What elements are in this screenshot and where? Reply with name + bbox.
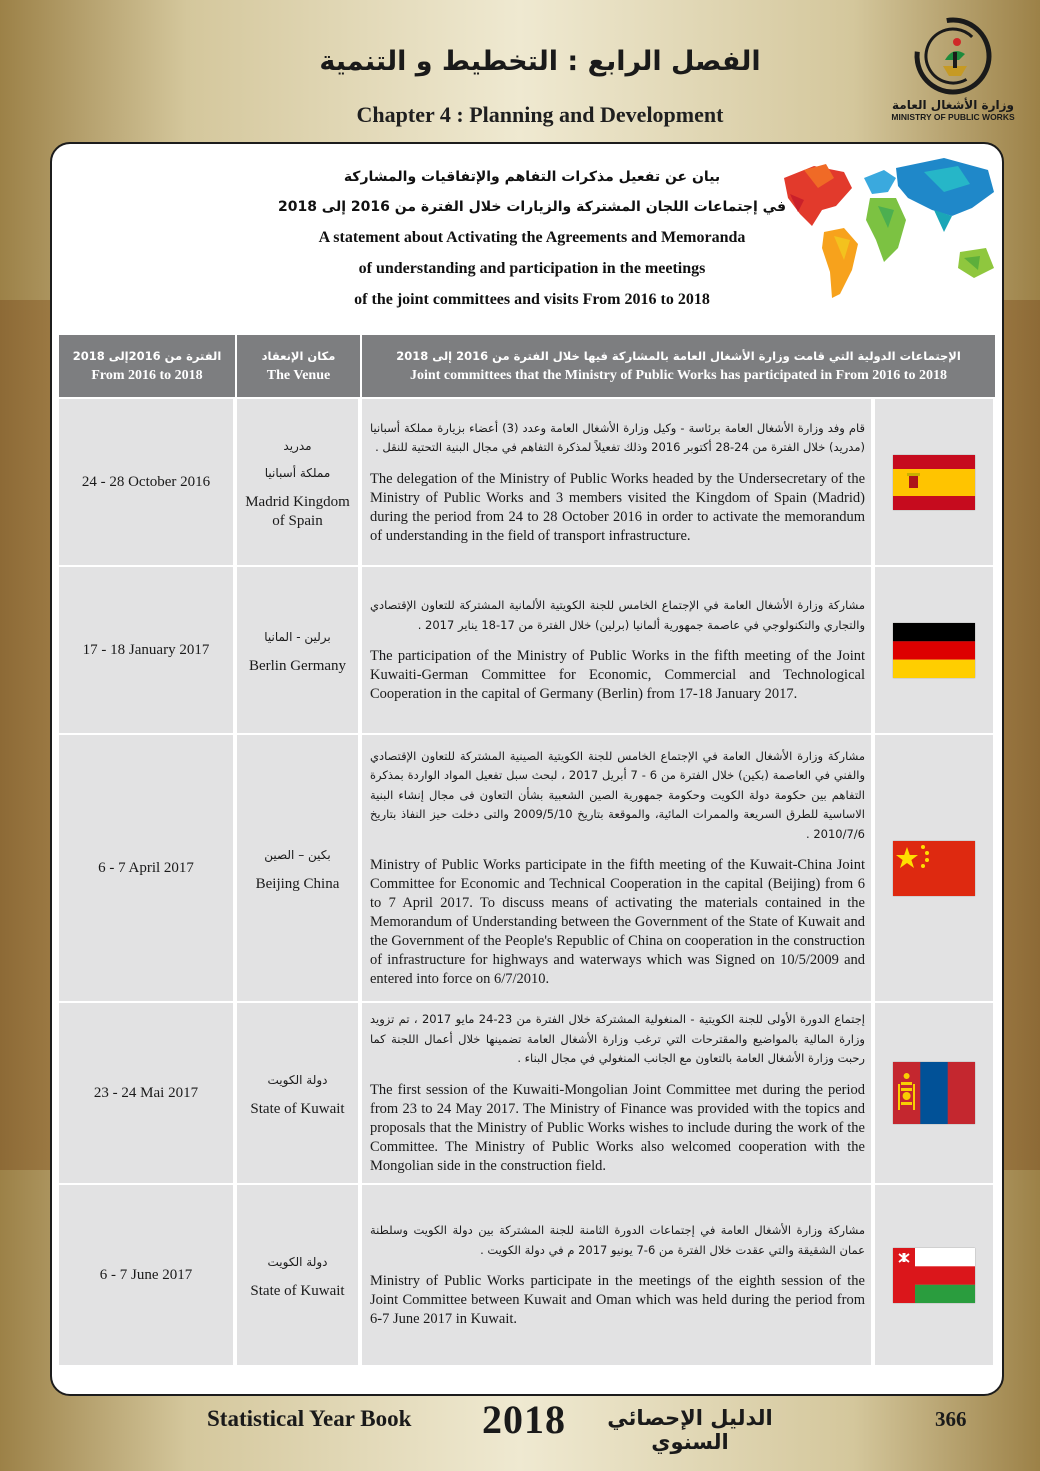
page-number: 366 bbox=[935, 1407, 967, 1431]
row-venue bbox=[236, 566, 361, 734]
committees-table bbox=[58, 334, 996, 1366]
statement-ar-line1: بيان عن تفعيل مذكرات التفاهم والإتفاقيات والمشاركة bbox=[343, 169, 721, 185]
row-venue-en: Beijing China bbox=[255, 876, 340, 892]
row-description-en: The participation of the Ministry of Public Works in the fifth meeting of the Joint Kuwaiti-German Committee for Economic, Commercial and Technological Cooperation in the capital of Germany (Berlin) from 17-18 January 2017. bbox=[370, 648, 865, 702]
header-venue-ar: مكان الإنعقاد bbox=[261, 349, 336, 363]
header-description-ar: الإجتماعات الدولية التي قامت وزارة الأشغال العامة بالمشاركة فيها خلال الفترة من 2016 إلى 2018 bbox=[396, 349, 961, 363]
row-venue bbox=[236, 1184, 361, 1366]
footer-book-title-arabic: الدليل الإحصائي السنوي bbox=[607, 1406, 773, 1454]
table-row bbox=[58, 734, 996, 1002]
table-header-row bbox=[58, 334, 996, 398]
table-row bbox=[58, 1002, 996, 1184]
row-period: 6 - 7 June 2017 bbox=[58, 1184, 236, 1366]
ministry-emblem-icon bbox=[913, 16, 993, 96]
table-row bbox=[58, 1184, 996, 1366]
row-venue-ar: بكين – الصين bbox=[264, 848, 331, 862]
row-period: 23 - 24 Mai 2017 bbox=[58, 1002, 236, 1184]
table-row bbox=[58, 398, 996, 566]
row-period: 6 - 7 April 2017 bbox=[58, 734, 236, 1002]
header-period-ar: الفترة من 2016إلى 2018 bbox=[72, 349, 222, 363]
header-description-en: Joint committees that the Ministry of Public Works has participated in From 2016 to 2018 bbox=[410, 368, 947, 383]
footer-book-title-english: Statistical Year Book bbox=[207, 1406, 412, 1431]
row-venue-en: Madrid Kingdom of Spain bbox=[245, 494, 350, 529]
row-description bbox=[361, 734, 874, 1002]
world-map-icon bbox=[774, 148, 1002, 308]
statement-ar-line2: في إجتماعات اللجان المشتركة والزيارات خلال الفترة من 2016 إلى 2018 bbox=[277, 199, 787, 215]
statement-title bbox=[272, 162, 792, 315]
row-flag-cell bbox=[874, 1184, 996, 1366]
chapter-title-arabic: الفصل الرابع : التخطيط و التنمية bbox=[319, 46, 761, 77]
row-description bbox=[361, 1002, 874, 1184]
row-description-ar: مشاركة وزارة الأشغال العامة في الإجتماع الخامس للجنة الكويتية الألمانية المشتركة للتعاون الإقتصادي والتجاري والتكنولوجي في عاصمة جمهورية ألمانيا (برلين) خلال الفترة من 17-18 يناير 2017 . bbox=[370, 598, 865, 632]
logo-text-arabic: وزارة الأشغال العامة bbox=[892, 98, 1014, 112]
footer-year: 2018 bbox=[482, 1397, 566, 1442]
table-row bbox=[58, 566, 996, 734]
row-description-en: Ministry of Public Works participate in the fifth meeting of the Kuwait-China Joint Committee for Economic and Technical Cooperation in the capital (Beijing) from 6 to 7 April 2017. To discuss means of activating the materials contained in the Memorandum of Understanding between the Government of the State of Kuwait and the Government of the People's Republic of China on cooperation in the construction of infrastructure for highways and waterways which was Signed on 10/5/2009 and entered into force on 6/7/2010. bbox=[370, 857, 865, 988]
row-venue-ar: دولة الكويت bbox=[267, 1073, 328, 1087]
row-venue-ar: برلين - المانيا bbox=[264, 630, 331, 644]
statement-en-line1: A statement about Activating the Agreements and Memoranda bbox=[318, 229, 746, 246]
content-panel bbox=[50, 142, 1004, 1396]
row-venue-en: State of Kuwait bbox=[250, 1283, 345, 1299]
ministry-logo bbox=[878, 16, 1028, 128]
row-description-ar: قام وفد وزارة الأشغال العامة برئاسة - وكيل وزارة الأشغال العامة وعدد (3) أعضاء بزيارة مملكة أسبانيا (مدريد) خلال الفترة من 24-28 أكتوبر 2016 وذلك تفعيلاً لمذكرة التفاهم في مجال البنية التحتية للنقل . bbox=[370, 420, 865, 454]
header-period-en: From 2016 to 2018 bbox=[91, 368, 203, 383]
statement-en-line3: of the joint committees and visits From 2016 to 2018 bbox=[354, 291, 710, 308]
row-flag-cell bbox=[874, 398, 996, 566]
row-description-ar: مشاركة وزارة الأشغال العامة في الإجتماع الخامس للجنة الكويتية الصينية المشتركة للتعاون الإقتصادي والفني في العاصمة (بكين) خلال الفترة من 6 - 7 أبريل 2017 ، لبحث سبل تفعيل المواد الواردة بمذكرة التفاهم بين حكومة دولة الكويت وحكومة جمهورية الصين الشعبية بشأن التعاون فى مجال إنشاء البنية الاساسية للطرق السريعة والممرات المائية، والموقعة بتاريخ 2009/5/10 والتى دخلت حيز النفاذ بتاريخ 2010/7/6 . bbox=[370, 748, 865, 841]
row-description-en: The delegation of the Ministry of Public Works headed by the Undersecretary of the Ministry of Public Works and 3 members visited the Kingdom of Spain (Madrid) during the period from 24 to 28 October 2016 in order to activate the memorandum of understanding in the field of transport infrastructure. bbox=[370, 470, 865, 544]
row-description-ar: مشاركة وزارة الأشغال العامة في إجتماعات الدورة الثامنة للجنة المشتركة بين دولة الكويت وسلطنة عمان الشقيقة والتي عقدت خلال الفترة من 6-7 يونيو 2017 م في دولة الكويت . bbox=[370, 1223, 865, 1257]
row-period: 17 - 18 January 2017 bbox=[58, 566, 236, 734]
row-period: 24 - 28 October 2016 bbox=[58, 398, 236, 566]
oman-flag-icon bbox=[893, 1248, 975, 1303]
row-venue bbox=[236, 734, 361, 1002]
header-description bbox=[361, 334, 996, 398]
row-description-ar: إجتماع الدورة الأولى للجنة الكويتية - المنغولية المشتركة خلال الفترة من 23-24 مايو 2017 ، تم تزويد وزارة المالية بالمواضيع والمقترحات التي ترغب وزارة الأشغال العامة تضمينها خلال أعمال اللجنة كما رحبت وزارة الأشغال العامة بالتعاون مع الجانب المنغولي في مجال البناء . bbox=[370, 1012, 865, 1066]
germany-flag-icon bbox=[893, 623, 975, 678]
header-venue-en: The Venue bbox=[266, 368, 331, 383]
row-description-en: Ministry of Public Works participate in the meetings of the eighth session of the Joint Committee between Kuwait and Oman which was held during the period from 6-7 June 2017 in Kuwait. bbox=[370, 1273, 865, 1327]
spain-flag-icon bbox=[893, 455, 975, 510]
row-venue-ar: مدريد مملكة أسبانيا bbox=[264, 439, 331, 480]
mongolia-flag-icon bbox=[893, 1062, 975, 1124]
row-flag-cell bbox=[874, 734, 996, 1002]
china-flag-icon bbox=[893, 841, 975, 896]
row-description-en: The first session of the Kuwaiti-Mongolian Joint Committee met during the period from 23 to 24 May 2017. The Ministry of Finance was provided with the topics and proposals that the Ministry of Public Works wishes to include during the work of the Committee. The Ministry of Public Works also welcomed cooperation with the Mongolian side in the construction field. bbox=[370, 1081, 865, 1174]
row-venue-ar: دولة الكويت bbox=[267, 1255, 328, 1269]
row-venue-en: Berlin Germany bbox=[248, 658, 347, 674]
row-description bbox=[361, 566, 874, 734]
row-flag-cell bbox=[874, 1002, 996, 1184]
row-venue bbox=[236, 1002, 361, 1184]
chapter-title-english: Chapter 4 : Planning and Development bbox=[356, 102, 724, 127]
header-period bbox=[58, 334, 236, 398]
row-description bbox=[361, 398, 874, 566]
row-venue bbox=[236, 398, 361, 566]
logo-text-english: MINISTRY OF PUBLIC WORKS bbox=[891, 112, 1015, 122]
row-venue-en: State of Kuwait bbox=[250, 1101, 345, 1117]
header-venue bbox=[236, 334, 361, 398]
row-description bbox=[361, 1184, 874, 1366]
statement-en-line2: of understanding and participation in the meetings bbox=[358, 260, 706, 277]
row-flag-cell bbox=[874, 566, 996, 734]
